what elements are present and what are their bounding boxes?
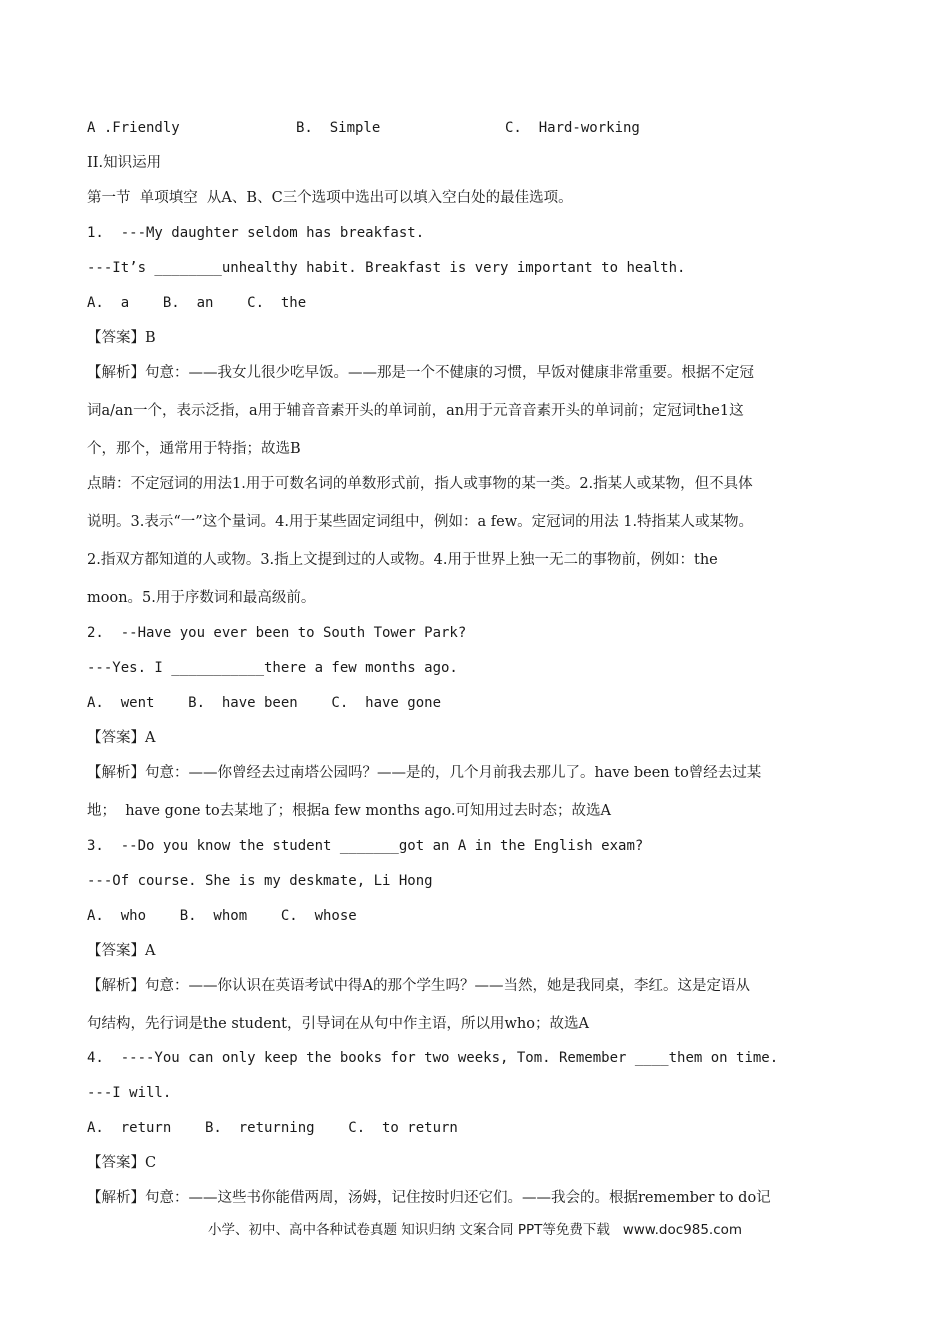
question-1-text: 1. ---My daughter seldom has breakfast. bbox=[87, 225, 425, 241]
question-3-reply: ---Of course. She is my deskmate, Li Hong bbox=[87, 873, 433, 889]
question-3-answer: 【答案】A bbox=[87, 943, 156, 959]
question-1-options: A. a B. an C. the bbox=[87, 295, 307, 311]
question-1-tip-line: 点睛：不定冠词的用法1.用于可数名词的单数形式前，指人或事物的某一类。2.指某人或某物，但不具体 bbox=[87, 476, 753, 492]
question-2-analysis-line: 地； have gone to去某地了；根据a few months ago.可知用过去时态；故选A bbox=[87, 803, 611, 819]
question-3-text: 3. --Do you know the student _______got an A in the English exam? bbox=[87, 838, 644, 854]
question-1-answer: 【答案】B bbox=[87, 330, 156, 346]
option-a: A .Friendly bbox=[87, 120, 180, 136]
question-1-tip-line: moon。5.用于序数词和最高级前。 bbox=[87, 590, 316, 606]
question-2-text: 2. --Have you ever been to South Tower Park? bbox=[87, 625, 467, 641]
question-4-reply: ---I will. bbox=[87, 1085, 172, 1101]
question-1-tip-line: 说明。3.表示“一”这个量词。4.用于某些固定词组中，例如：a few。定冠词的用法 1.特指某人或某物。 bbox=[87, 514, 754, 530]
question-2-reply: ---Yes. I ___________there a few months ago. bbox=[87, 660, 458, 676]
question-1-analysis-line: 【解析】句意：——我女儿很少吃早饭。——那是一个不健康的习惯，早饭对健康非常重要。根据不定冠 bbox=[87, 365, 754, 381]
question-1-analysis-line: 个，那个，通常用于特指；故选B bbox=[87, 441, 301, 457]
question-4-text: 4. ----You can only keep the books for two weeks, Tom. Remember ____them on time. bbox=[87, 1050, 779, 1066]
question-4-analysis-line: 【解析】句意：——这些书你能借两周，汤姆，记住按时归还它们。——我会的。根据remember to do记 bbox=[87, 1190, 771, 1206]
section-intro: 第一节 单项填空 从A、B、C三个选项中选出可以填入空白处的最佳选项。 bbox=[87, 190, 573, 206]
option-c: C. Hard-working bbox=[505, 120, 640, 136]
question-1-reply: ---It’s ________unhealthy habit. Breakfast is very important to health. bbox=[87, 260, 686, 276]
question-4-answer: 【答案】C bbox=[87, 1155, 157, 1171]
question-3-analysis-line: 句结构，先行词是the student，引导词在从句中作主语，所以用who；故选A bbox=[87, 1016, 589, 1032]
question-1-analysis-line: 词a/an一个，表示泛指，a用于辅音音素开头的单词前，an用于元音音素开头的单词前；定冠词the1这 bbox=[87, 403, 744, 419]
question-4-options: A. return B. returning C. to return bbox=[87, 1120, 458, 1136]
question-3-analysis-line: 【解析】句意：——你认识在英语考试中得A的那个学生吗？——当然，她是我同桌，李红。这是定语从 bbox=[87, 978, 750, 994]
page-footer: 小学、初中、高中各种试卷真题 知识归纳 文案合同 PPT等免费下载 www.doc985.com bbox=[207, 1222, 743, 1238]
section-heading: II.知识运用 bbox=[87, 155, 162, 171]
question-2-analysis-line: 【解析】句意：——你曾经去过南塔公园吗？——是的，几个月前我去那儿了。have been to曾经去过某 bbox=[87, 765, 762, 781]
question-1-tip-line: 2.指双方都知道的人或物。3.指上文提到过的人或物。4.用于世界上独一无二的事物前，例如：the bbox=[87, 552, 718, 568]
question-2-options: A. went B. have been C. have gone bbox=[87, 695, 442, 711]
question-3-options: A. who B. whom C. whose bbox=[87, 908, 357, 924]
option-b: B. Simple bbox=[296, 120, 381, 136]
question-2-answer: 【答案】A bbox=[87, 730, 156, 746]
